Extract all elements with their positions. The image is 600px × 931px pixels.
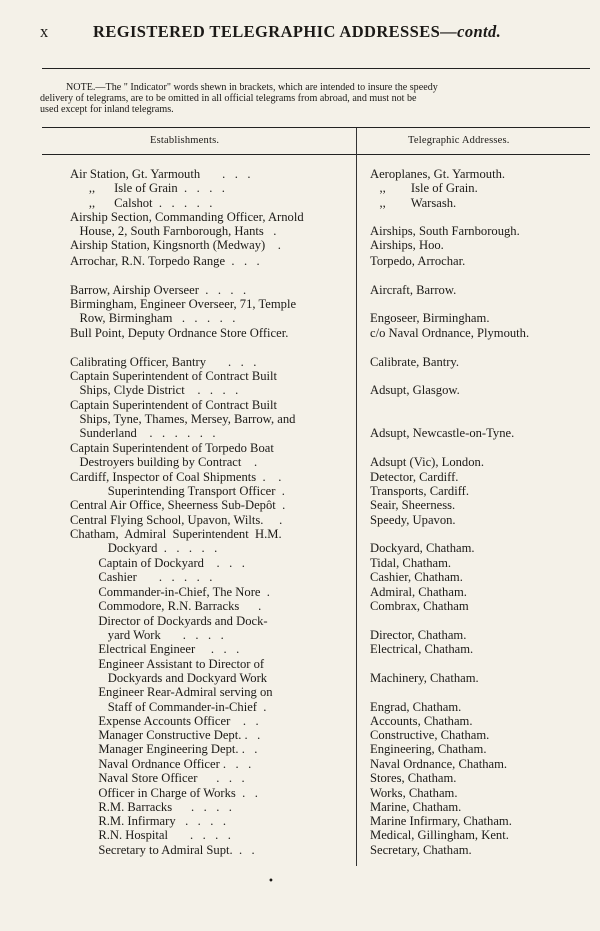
telegraphic-address-line: Accounts, Chatham.	[370, 714, 473, 728]
establishment-line: Engineer Rear-Admiral serving on	[70, 685, 273, 699]
telegraphic-address-line: Adsupt (Vic), London.	[370, 455, 484, 469]
page-title	[93, 22, 501, 42]
establishment-line: R.N. Hospital . . . .	[70, 828, 231, 842]
note-line-2: delivery of telegrams, are to be omitted in all official telegrams from abroad, and must not be	[40, 93, 417, 104]
telegraphic-address-line: Adsupt, Glasgow.	[370, 383, 460, 397]
header-rule	[42, 68, 590, 69]
telegraphic-address-line: Director, Chatham.	[370, 628, 467, 642]
establishment-line: Captain of Dockyard . . .	[70, 556, 245, 570]
telegraphic-address-line: Admiral, Chatham.	[370, 585, 467, 599]
establishment-line: Sunderland . . . . . .	[70, 426, 216, 440]
establishment-line: Captain Superintendent of Contract Built	[70, 398, 278, 412]
establishment-line: Destroyers building by Contract .	[70, 455, 258, 469]
telegraphic-address-line: Electrical, Chatham.	[370, 642, 474, 656]
telegraphic-address-line: ,, Isle of Grain.	[370, 181, 478, 195]
telegraphic-address-line: Combrax, Chatham	[370, 599, 469, 613]
telegraphic-address-line: Airships, Hoo.	[370, 238, 444, 252]
telegraphic-address-line: Airships, South Farnborough.	[370, 224, 520, 238]
table-top-rule	[42, 127, 590, 128]
establishment-line: yard Work . . . .	[70, 628, 224, 642]
establishment-line: Engineer Assistant to Director of	[70, 657, 265, 671]
establishment-line: Birmingham, Engineer Overseer, 71, Temple	[70, 297, 297, 311]
telegraphic-address-line: Cashier, Chatham.	[370, 570, 463, 584]
establishment-line: Manager Engineering Dept. . .	[70, 742, 258, 756]
establishment-line: R.M. Barracks . . . .	[70, 800, 232, 814]
establishment-line: Commander-in-Chief, The Nore .	[70, 585, 270, 599]
establishment-line: Air Station, Gt. Yarmouth . . .	[70, 167, 251, 181]
note-line-1: NOTE.—The " Indicator" words shewn in brackets, which are intended to insure the speedy	[66, 82, 438, 93]
note-line-3: used except for inland telegrams.	[40, 104, 174, 115]
column-header-establishments: Establishments.	[150, 135, 220, 146]
telegraphic-address-line: Marine, Chatham.	[370, 800, 462, 814]
telegraphic-address-line: Detector, Cardiff.	[370, 470, 459, 484]
establishment-line: Captain Superintendent of Torpedo Boat	[70, 441, 274, 455]
telegraphic-address-line: Naval Ordnance, Chatham.	[370, 757, 508, 771]
telegraphic-address-line: Speedy, Upavon.	[370, 513, 456, 527]
establishment-line: Director of Dockyards and Dock-	[70, 614, 268, 628]
telegraphic-address-line: Torpedo, Arrochar.	[370, 254, 466, 268]
telegraphic-address-line: Medical, Gillingham, Kent.	[370, 828, 509, 842]
telegraphic-address-line: c/o Naval Ordnance, Plymouth.	[370, 326, 530, 340]
note-paragraph	[40, 82, 588, 115]
telegraphic-address-line: Engineering, Chatham.	[370, 742, 487, 756]
telegraphic-address-line: Engrad, Chatham.	[370, 700, 462, 714]
establishment-line: Electrical Engineer . . .	[70, 642, 240, 656]
establishment-line: Manager Constructive Dept. . .	[70, 728, 261, 742]
telegraphic-address-line: Aeroplanes, Gt. Yarmouth.	[370, 167, 506, 181]
telegraphic-address-line: Secretary, Chatham.	[370, 843, 472, 857]
page-title-contd: contd.	[457, 22, 502, 41]
establishment-line: ,, Calshot . . . . .	[70, 196, 213, 210]
establishment-line: Officer in Charge of Works . .	[70, 786, 258, 800]
establishment-line: Expense Accounts Officer . .	[70, 714, 259, 728]
telegraphic-address-line: Aircraft, Barrow.	[370, 283, 457, 297]
establishment-line: Naval Store Officer . . .	[70, 771, 245, 785]
establishment-line: Commodore, R.N. Barracks .	[70, 599, 262, 613]
column-header-telegraphic-addresses: Telegraphic Addresses.	[408, 135, 510, 146]
telegraphic-address-line: ,, Warsash.	[370, 196, 457, 210]
establishment-line: Dockyard . . . . .	[70, 541, 218, 555]
telegraphic-address-line: Stores, Chatham.	[370, 771, 457, 785]
establishment-line: Cardiff, Inspector of Coal Shipments . .	[70, 470, 282, 484]
establishment-line: Ships, Tyne, Thames, Mersey, Barrow, and	[70, 412, 296, 426]
telegraphic-address-line: Marine Infirmary, Chatham.	[370, 814, 512, 828]
telegraphic-address-line: Engoseer, Birmingham.	[370, 311, 490, 325]
establishment-line: Ships, Clyde District . . . .	[70, 383, 239, 397]
telegraphic-address-line: Seair, Sheerness.	[370, 498, 456, 512]
page-number: x	[40, 22, 49, 41]
telegraphic-address-line: Transports, Cardiff.	[370, 484, 470, 498]
establishment-line: Bull Point, Deputy Ordnance Store Officer.	[70, 326, 289, 340]
telegraphic-address-line: Dockyard, Chatham.	[370, 541, 475, 555]
establishment-line: Chatham, Admiral Superintendent H.M.	[70, 527, 282, 541]
establishment-line: Captain Superintendent of Contract Built	[70, 369, 278, 383]
column-divider	[356, 128, 357, 866]
establishment-line: Staff of Commander-in-Chief .	[70, 700, 267, 714]
establishment-line: Airship Section, Commanding Officer, Arnold	[70, 210, 304, 224]
telegraphic-address-line: Tidal, Chatham.	[370, 556, 452, 570]
establishment-line: House, 2, South Farnborough, Hants .	[70, 224, 277, 238]
establishment-line: Airship Station, Kingsnorth (Medway) .	[70, 238, 281, 252]
establishment-line: Secretary to Admiral Supt. . .	[70, 843, 255, 857]
establishment-line: Cashier . . . . .	[70, 570, 213, 584]
establishment-line: Superintending Transport Officer .	[70, 484, 285, 498]
telegraphic-address-line: Works, Chatham.	[370, 786, 458, 800]
establishment-line: Calibrating Officer, Bantry . . .	[70, 355, 257, 369]
establishment-line: Row, Birmingham . . . . .	[70, 311, 236, 325]
establishment-line: Naval Ordnance Officer . . .	[70, 757, 252, 771]
establishment-line: R.M. Infirmary . . . .	[70, 814, 227, 828]
establishment-line: ,, Isle of Grain . . . .	[70, 181, 225, 195]
table-header-rule	[42, 154, 590, 155]
telegraphic-address-line: Constructive, Chatham.	[370, 728, 490, 742]
footer-mark: •	[268, 876, 274, 887]
telegraphic-address-line: Calibrate, Bantry.	[370, 355, 460, 369]
establishment-line: Central Flying School, Upavon, Wilts. .	[70, 513, 283, 527]
establishment-line: Arrochar, R.N. Torpedo Range . . .	[70, 254, 260, 268]
page-title-text: REGISTERED TELEGRAPHIC ADDRESSES—	[93, 22, 458, 41]
establishment-line: Dockyards and Dockyard Work	[70, 671, 268, 685]
establishment-line: Central Air Office, Sheerness Sub-Depôt .	[70, 498, 286, 512]
telegraphic-address-line: Machinery, Chatham.	[370, 671, 479, 685]
telegraphic-address-line: Adsupt, Newcastle-on-Tyne.	[370, 426, 515, 440]
establishment-line: Barrow, Airship Overseer . . . .	[70, 283, 247, 297]
